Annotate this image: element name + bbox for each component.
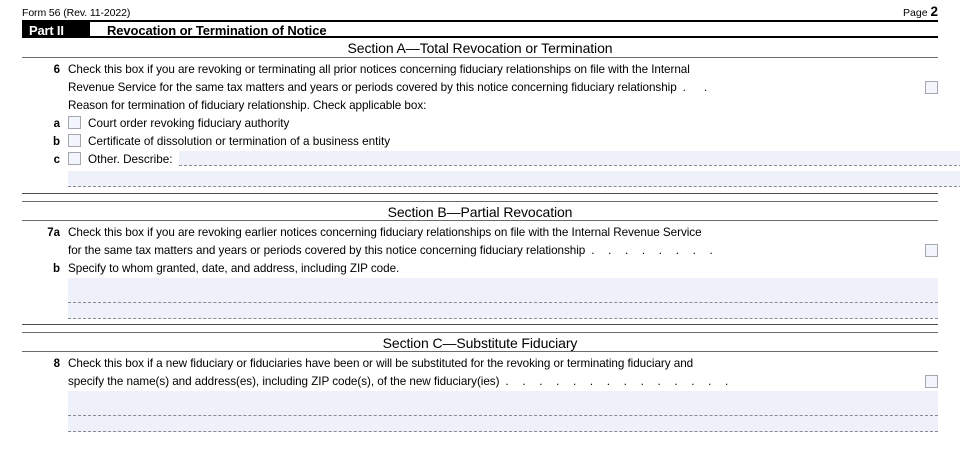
page-number: 2 (930, 4, 938, 19)
line-6a-letter: a (53, 118, 60, 130)
line-6a-checkbox[interactable] (68, 116, 81, 129)
line-6-text-2: Revenue Service for the same tax matters and years or periods covered by this notice concerning fiduciary relationship (68, 81, 677, 94)
line-8-number: 8 (53, 358, 60, 370)
spacer (22, 325, 938, 332)
section-c-heading: Section C—Substitute Fiduciary (22, 332, 938, 352)
section-a-heading: Section A—Total Revocation or Termination (22, 38, 938, 58)
line-7a-number: 7a (47, 227, 60, 239)
line-7b (22, 260, 938, 319)
line-6b-checkbox[interactable] (68, 134, 81, 147)
form-identifier: Form 56 (Rev. 11-2022) (22, 7, 131, 19)
line-6-number: 6 (53, 64, 60, 76)
line-6-text-1: Check this box if you are revoking or terminating all prior notices concerning fiduciary relationships on file with the Internal (68, 63, 690, 76)
spacer (22, 194, 938, 201)
line-6b-row (68, 133, 938, 151)
line-8-input-1[interactable] (68, 400, 938, 416)
section-b-heading: Section B—Partial Revocation (22, 201, 938, 221)
line-6c-checkbox[interactable] (68, 152, 81, 165)
line-7a (22, 224, 938, 260)
line-8-input-top[interactable] (68, 391, 938, 400)
part-title: Revocation or Termination of Notice (107, 23, 327, 38)
line-8 (22, 355, 938, 432)
line-7b-input-1[interactable] (68, 287, 938, 303)
line-6b-letter: b (52, 136, 60, 148)
line-6a-row (68, 115, 938, 133)
line-6c (22, 151, 938, 187)
line-6-checkbox[interactable] (925, 81, 938, 94)
page-indicator (903, 6, 938, 19)
line-8-text-1: Check this box if a new fiduciary or fiduciaries have been or will be substituted for the revoking or terminating fiduciary and (68, 357, 694, 370)
line-7b-text: Specify to whom granted, date, and address, including ZIP code. (68, 262, 400, 275)
line-6c-describe-input[interactable] (179, 151, 960, 166)
line-6-leader-dots: . . (682, 81, 715, 94)
line-6c-body (68, 151, 960, 187)
line-7b-input-top[interactable] (68, 278, 938, 287)
part-tag: Part II (22, 22, 90, 36)
line-7b-input-2[interactable] (68, 303, 938, 319)
line-6 (22, 61, 938, 115)
line-7b-body (68, 260, 938, 319)
line-8-body (68, 355, 938, 432)
line-6b-label: Certificate of dissolution or termination of a business entity (88, 135, 391, 148)
line-6c-label: Other. Describe: (88, 153, 173, 166)
line-7a-body (68, 224, 938, 260)
line-7a-checkbox[interactable] (925, 244, 938, 257)
line-6-body (68, 61, 938, 115)
part-header-bar (22, 20, 938, 38)
form-header (22, 0, 938, 20)
line-6b-body (68, 133, 938, 151)
line-8-text-2: specify the name(s) and address(es), including ZIP code(s), of the new fiduciary(ies) (68, 375, 500, 388)
line-7b-letter: b (52, 263, 60, 275)
line-6a (22, 115, 938, 133)
line-8-input-2[interactable] (68, 416, 938, 432)
line-8-checkbox[interactable] (925, 375, 938, 388)
line-6-text-3: Reason for termination of fiduciary relationship. Check applicable box: (68, 99, 427, 112)
line-7a-leader-dots: . . . . . . . . (591, 244, 718, 257)
line-6a-label: Court order revoking fiduciary authority (88, 117, 290, 130)
line-6c-letter: c (53, 154, 60, 166)
line-8-text-2-row (68, 373, 938, 391)
line-7a-text-1: Check this box if you are revoking earlier notices concerning fiduciary relationships on file with the Internal Revenue Service (68, 226, 702, 239)
line-6-text-2-row (68, 79, 938, 97)
line-8-leader-dots: . . . . . . . . . . . . . . (505, 375, 734, 388)
line-6a-body (68, 115, 938, 133)
page-label: Page (903, 7, 928, 19)
line-6c-row (68, 151, 960, 169)
line-7a-text-2-row (68, 242, 938, 260)
line-6b (22, 133, 938, 151)
line-7a-text-2: for the same tax matters and years or periods covered by this notice concerning fiduciary relationship (68, 244, 586, 257)
line-6c-continuation-input[interactable] (68, 171, 960, 187)
